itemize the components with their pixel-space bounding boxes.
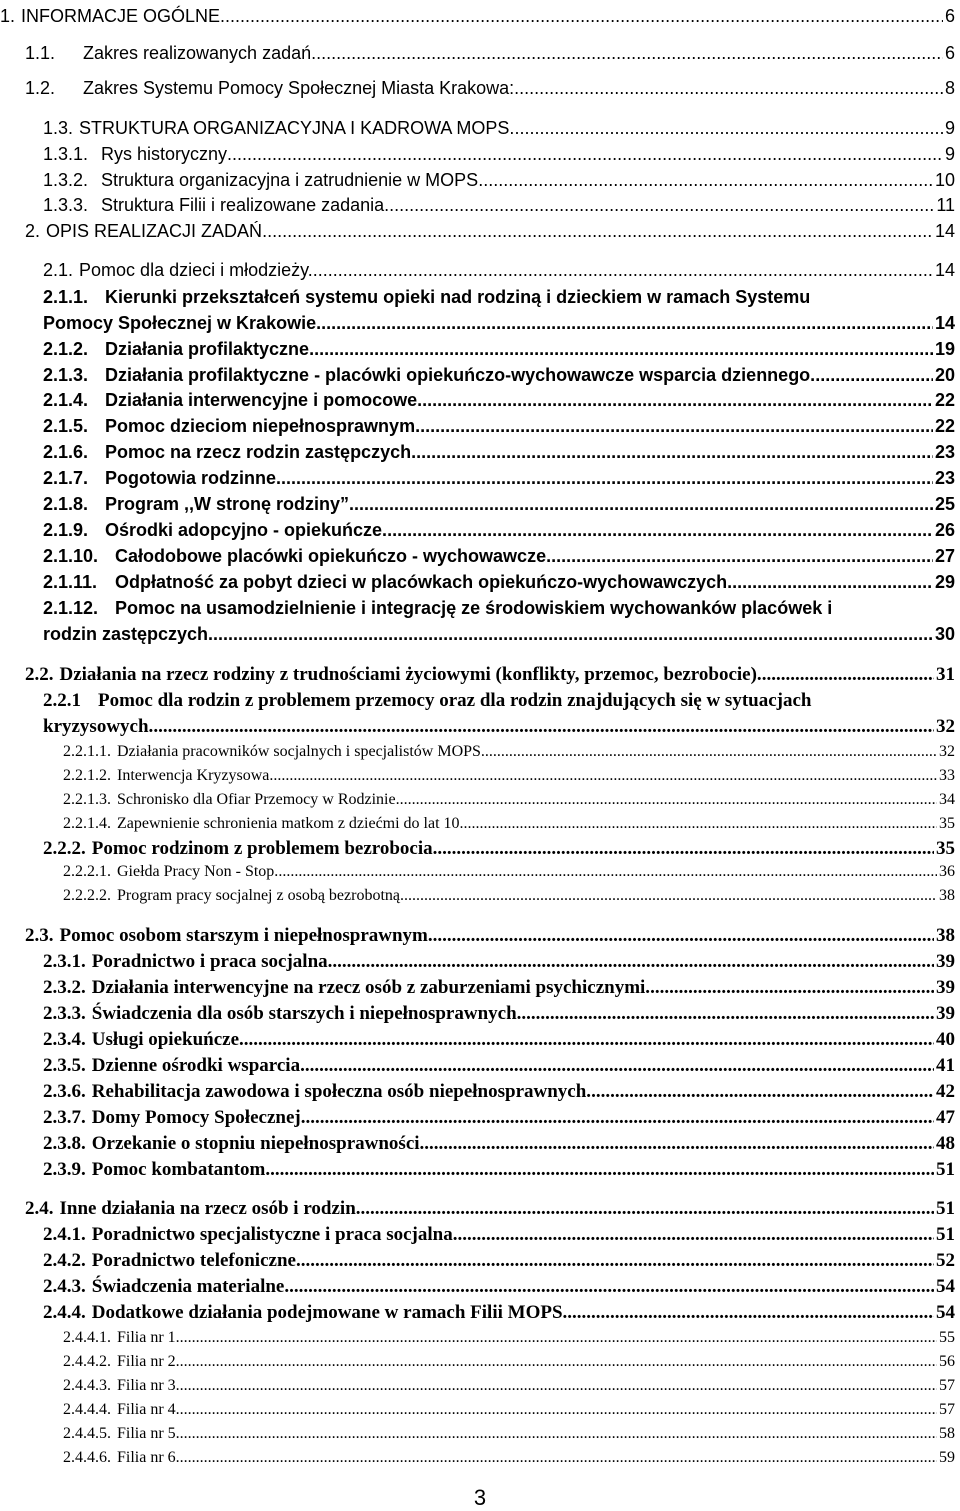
toc-entry[interactable]	[43, 1224, 955, 1246]
toc-entry-number: 2.3.1.	[43, 951, 86, 972]
toc-entry-page: 54	[936, 1276, 955, 1297]
toc-entry-number: 1.3.	[43, 118, 74, 138]
toc-entry-title: Struktura Filii i realizowane zadania.	[101, 195, 390, 215]
toc-entry-number: 2.4.4.6.	[63, 1449, 111, 1466]
toc-entry-number: 1.3.3.	[43, 195, 89, 215]
toc-entry[interactable]	[43, 571, 955, 593]
toc-entry-title: Filia nr 1	[117, 1329, 176, 1346]
dot-leader	[433, 925, 934, 947]
toc-entry-page: 59	[939, 1449, 955, 1466]
toc-entry-title: Kierunki przekształceń systemu opieki nad rodziną i dzieckiem w ramach Systemu	[105, 287, 811, 307]
toc-entry-number: 2.3.3.	[43, 1003, 86, 1024]
toc-entry-number: 2.2.2.1.	[63, 863, 111, 880]
toc-entry-page: 51	[936, 1198, 955, 1219]
toc-entry-title: Struktura organizacyjna i zatrudnienie w MOPS	[101, 170, 479, 190]
dot-leader	[404, 886, 937, 906]
toc-entry-title: Pomoc dla dzieci i młodzieży.	[79, 260, 313, 280]
toc-entry[interactable]	[25, 664, 955, 686]
toc-entry-page: 25	[934, 494, 955, 514]
toc-entry[interactable]	[43, 1107, 955, 1129]
toc-entry-title: Działania interwencyjne i pomocowe.	[105, 390, 423, 410]
toc-entry-page: 32	[936, 716, 955, 737]
dot-leader	[313, 259, 933, 281]
toc-entry-title: Ośrodki adopcyjno - opiekuńcze.	[105, 520, 388, 540]
page-number: 3	[473, 1485, 487, 1510]
toc-entry[interactable]	[43, 1133, 955, 1155]
toc-entry[interactable]	[43, 312, 955, 334]
toc-entry-number: 2.1.7.	[43, 468, 89, 488]
toc-entry-title: Orzekanie o stopniu niepełnosprawności.	[91, 1133, 425, 1154]
toc-entry-number: 2.2.2.	[43, 838, 86, 859]
dot-leader	[244, 1029, 934, 1051]
toc-entry[interactable]	[43, 1081, 955, 1103]
toc-entry-number: 2.1.3.	[43, 365, 89, 385]
toc-entry-title: Pomoc dla rodzin z problemem przemocy oraz dla rodzin znajdujących się w sytuacjach	[98, 690, 812, 711]
dot-leader	[176, 1328, 937, 1348]
toc-entry[interactable]	[63, 1376, 955, 1396]
toc-entry-page: 38	[936, 925, 955, 946]
toc-entry-page: 23	[934, 442, 955, 462]
toc-entry-page: 14	[934, 313, 955, 333]
toc-entry[interactable]	[63, 1400, 955, 1420]
dot-leader	[514, 77, 943, 99]
toc-entry-page: 40	[936, 1029, 955, 1050]
dot-leader	[321, 312, 933, 334]
dot-leader	[305, 1107, 934, 1129]
toc-entry-page: 39	[936, 1003, 955, 1024]
toc-entry-page: 33	[939, 767, 955, 784]
toc-entry[interactable]	[43, 143, 955, 165]
toc-entry-number: 2.4.3.	[43, 1276, 86, 1297]
toc-entry-number: 2.2.1.1.	[63, 743, 111, 760]
dot-leader	[416, 441, 933, 463]
toc-entry-title: Filia nr 4	[117, 1401, 176, 1418]
dot-leader	[514, 117, 943, 139]
toc-entry-title: Odpłatność za pobyt dzieci w placówkach opiekuńczo-wychowawczych.	[115, 572, 733, 592]
dot-leader	[591, 1081, 934, 1103]
toc-entry[interactable]	[43, 338, 955, 360]
toc-entry-page: 38	[939, 887, 955, 904]
toc-entry[interactable]	[63, 1328, 955, 1348]
toc-entry-title: Program pracy socjalnej z osobą bezrobotną.	[117, 887, 405, 904]
toc-entry[interactable]	[43, 690, 955, 712]
toc-entry-title: Całodobowe placówki opiekuńczo - wychowawcze.	[115, 546, 552, 566]
dot-leader	[420, 415, 933, 437]
dot-leader	[453, 1224, 934, 1246]
toc-entry[interactable]	[63, 1448, 955, 1468]
toc-entry-page: 54	[936, 1302, 955, 1323]
toc-entry[interactable]	[43, 117, 955, 139]
dot-leader	[227, 143, 943, 165]
toc-entry[interactable]	[43, 364, 955, 386]
toc-entry[interactable]	[25, 220, 955, 242]
toc-entry[interactable]	[63, 766, 955, 786]
toc-entry-title: INFORMACJE OGÓLNE	[21, 6, 221, 26]
toc-entry[interactable]	[63, 886, 955, 906]
toc-entry-title: Pomoc na rzecz rodzin zastępczych.	[105, 442, 417, 462]
toc-entry-page: 57	[939, 1377, 955, 1394]
toc-entry-number: 2.4.2.	[43, 1250, 86, 1271]
toc-entry-page: 14	[934, 260, 955, 280]
toc-entry-page: 55	[939, 1329, 955, 1346]
toc-entry-number: 2.4.4.5.	[63, 1425, 111, 1442]
toc-entry-title: Pogotowia rodzinne.	[105, 468, 281, 488]
toc-entry-page: 48	[936, 1133, 955, 1154]
toc-entry[interactable]	[43, 545, 955, 567]
toc-entry-number: 2.	[25, 221, 41, 241]
toc-entry-title: Świadczenia materialne.	[91, 1276, 290, 1297]
toc-entry-page: 8	[944, 78, 955, 98]
toc-entry-number: 2.4.4.1.	[63, 1329, 111, 1346]
toc-entry-number: 2.4.4.3.	[63, 1377, 111, 1394]
toc-entry-title: Rys historyczny	[101, 144, 228, 164]
toc-entry-title: Interwencja Kryzysowa.	[117, 767, 274, 784]
dot-leader	[220, 5, 943, 27]
dot-leader	[400, 790, 937, 810]
toc-entry[interactable]	[43, 467, 955, 489]
toc-entry-number: 2.4.4.2.	[63, 1353, 111, 1370]
toc-entry-page: 51	[936, 1159, 955, 1180]
toc-entry[interactable]	[25, 42, 955, 64]
toc-entry-page: 42	[936, 1081, 955, 1102]
toc-entry-title: Inne działania na rzecz osób i rodzin	[59, 1198, 356, 1219]
toc-entry-title: Dzienne ośrodki wsparcia.	[91, 1055, 305, 1076]
toc-entry-page: 39	[936, 951, 955, 972]
toc-entry-number: 2.1.1.	[43, 287, 89, 307]
dot-leader	[305, 1055, 934, 1077]
toc-entry-page: 22	[934, 416, 955, 436]
toc-entry[interactable]	[43, 716, 955, 738]
toc-entry-page: 57	[939, 1401, 955, 1418]
dot-leader	[356, 1198, 934, 1220]
toc-entry[interactable]	[63, 1424, 955, 1444]
toc-entry-page: 36	[939, 863, 955, 880]
toc-entry[interactable]	[43, 1159, 955, 1181]
toc-entry-title: Filia nr 2	[117, 1353, 176, 1370]
dot-leader	[332, 951, 934, 973]
toc-entry-title: Poradnictwo telefoniczne.	[91, 1250, 301, 1271]
toc-entry-page: 58	[939, 1425, 955, 1442]
toc-entry-title: Pomoc kombatantom.	[91, 1159, 271, 1180]
toc-entry-page: 14	[934, 221, 955, 241]
toc-entry-number: 2.2.2.2.	[63, 887, 111, 904]
toc-entry-title: Domy Pomocy Społecznej.	[91, 1107, 306, 1128]
toc-entry-title: Giełda Pracy Non - Stop.	[117, 863, 279, 880]
toc-entry-number: 2.3.6.	[43, 1081, 86, 1102]
toc-entry-number: 2.3.2.	[43, 977, 86, 998]
toc-entry[interactable]	[43, 286, 955, 308]
dot-leader	[762, 664, 934, 686]
toc-entry-number: 2.4.4.4.	[63, 1401, 111, 1418]
toc-entry-page: 22	[934, 390, 955, 410]
toc-entry-number: 2.1.6.	[43, 442, 89, 462]
dot-leader	[314, 338, 933, 360]
toc-entry-title: Działania na rzecz rodziny z trudnościami życiowymi (konflikty, przemoc, bezrobocie).	[59, 664, 762, 685]
toc-entry[interactable]	[43, 519, 955, 541]
toc-entry-number: 2.3.9.	[43, 1159, 86, 1180]
toc-entry[interactable]	[43, 597, 955, 619]
toc-entry-page: 20	[934, 365, 955, 385]
toc-entry-number: 2.1.11.	[43, 572, 98, 592]
toc-entry-title: Zakres realizowanych zadań.	[83, 43, 317, 63]
toc-entry-title: Zakres Systemu Pomocy Społecznej Miasta Krakowa:	[83, 78, 515, 98]
toc-entry-title: Usługi opiekuńcze.	[91, 1029, 244, 1050]
toc-entry-number: 2.1.2.	[43, 339, 89, 359]
toc-entry-number: 2.2.1.3.	[63, 791, 111, 808]
toc-entry[interactable]	[0, 5, 955, 27]
dot-leader	[389, 194, 934, 216]
toc-entry[interactable]	[43, 169, 955, 191]
toc-entry-title: Poradnictwo specjalistyczne i praca socjalna	[91, 1224, 453, 1245]
toc-entry-title: Filia nr 5	[117, 1425, 176, 1442]
toc-entry-number: 2.1.8.	[43, 494, 89, 514]
dot-leader	[551, 545, 933, 567]
toc-entry-title: Działania profilaktyczne.	[105, 339, 315, 359]
dot-leader	[273, 766, 937, 786]
toc-entry-page: 9	[944, 144, 955, 164]
toc-entry-number: 1.2.	[25, 78, 56, 98]
toc-entry-page: 29	[934, 572, 955, 592]
toc-entry-page: 6	[944, 6, 955, 26]
dot-leader	[422, 389, 933, 411]
dot-leader	[424, 1133, 934, 1155]
dot-leader	[354, 493, 933, 515]
toc-entry-page: 35	[939, 815, 955, 832]
dot-leader	[176, 1352, 937, 1372]
toc-entry-title: Pomoc rodzinom z problemem bezrobocia.	[91, 838, 438, 859]
toc-entry-page: 52	[936, 1250, 955, 1271]
dot-leader	[301, 1250, 934, 1272]
toc-entry-title: Świadczenia dla osób starszych i niepełnosprawnych.	[91, 1003, 522, 1024]
toc-entry-number: 2.3.4.	[43, 1029, 86, 1050]
dot-leader	[316, 42, 943, 64]
toc-entry-page: 35	[936, 838, 955, 859]
toc-entry-title: Działania profilaktyczne - placówki opiekuńczo-wychowawcze wsparcia dziennego.	[105, 365, 816, 385]
toc-entry-title: Filia nr 6	[117, 1449, 176, 1466]
toc-entry[interactable]	[63, 742, 955, 762]
dot-leader	[176, 1424, 937, 1444]
toc-entry-number: 1.3.2.	[43, 170, 89, 190]
dot-leader	[278, 862, 937, 882]
toc-entry-number: 2.2.1.2.	[63, 767, 111, 784]
toc-entry-page: 30	[934, 624, 955, 644]
toc-entry[interactable]	[43, 1029, 955, 1051]
toc-entry-title: kryzysowych.	[43, 716, 154, 737]
toc-entry-number: 2.4.4.	[43, 1302, 86, 1323]
toc-entry-page: 26	[934, 520, 955, 540]
toc-entry-number: 2.3.7.	[43, 1107, 86, 1128]
dot-leader	[485, 742, 937, 762]
toc-entry[interactable]	[63, 1352, 955, 1372]
toc-entry[interactable]	[43, 1302, 955, 1324]
dot-leader	[464, 814, 937, 834]
toc-entry-number: 2.2.1	[43, 690, 81, 711]
toc-entry[interactable]	[43, 194, 955, 216]
toc-entry-page: 47	[936, 1107, 955, 1128]
toc-entry[interactable]	[43, 623, 955, 645]
toc-entry-number: 2.4.	[25, 1198, 54, 1219]
toc-entry-title: OPIS REALIZACJI ZADAŃ	[46, 221, 263, 241]
toc-entry-number: 1.	[0, 6, 16, 26]
toc-entry[interactable]	[25, 925, 955, 947]
toc-entry-title: Działania interwencyjne na rzecz osób z zaburzeniami psychicznymi.	[91, 977, 651, 998]
toc-entry-title: Dodatkowe działania podejmowane w ramach Filii MOPS.	[91, 1302, 568, 1323]
toc-entry[interactable]	[43, 493, 955, 515]
toc-entry-page: 56	[939, 1353, 955, 1370]
toc-entry-page: 32	[939, 743, 955, 760]
toc-entry[interactable]	[43, 1055, 955, 1077]
dot-leader	[815, 364, 933, 386]
toc-entry[interactable]	[63, 814, 955, 834]
toc-entry-title: STRUKTURA ORGANIZACYJNA I KADROWA MOPS.	[79, 118, 515, 138]
toc-entry-page: 6	[944, 43, 955, 63]
dot-leader	[153, 716, 934, 738]
toc-entry[interactable]	[43, 1250, 955, 1272]
toc-entry-title: Zapewnienie schronienia matkom z dziećmi do lat 10.	[117, 815, 464, 832]
dot-leader	[213, 623, 933, 645]
toc-entry-number: 2.3.8.	[43, 1133, 86, 1154]
toc-entry-title: Działania pracowników socjalnych i specjalistów MOPS.	[117, 743, 485, 760]
toc-entry-number: 2.1.5.	[43, 416, 89, 436]
toc-entry-page: 23	[934, 468, 955, 488]
toc-entry-number: 2.1.10.	[43, 546, 99, 566]
dot-leader	[176, 1448, 937, 1468]
dot-leader	[437, 838, 934, 860]
toc-entry[interactable]	[43, 441, 955, 463]
toc-entry-number: 2.4.1.	[43, 1224, 86, 1245]
toc-entry[interactable]	[43, 951, 955, 973]
toc-entry-page: 31	[936, 664, 955, 685]
toc-entry-title: Pomoc dzieciom niepełnosprawnym.	[105, 416, 421, 436]
dot-leader	[387, 519, 933, 541]
toc-entry-number: 2.2.	[25, 664, 54, 685]
toc-entry-page: 39	[936, 977, 955, 998]
toc-entry-number: 2.1.9.	[43, 520, 89, 540]
toc-entry-title: Filia nr 3	[117, 1377, 176, 1394]
dot-leader	[650, 977, 934, 999]
toc-entry-page: 10	[934, 170, 955, 190]
toc-entry[interactable]	[43, 1003, 955, 1025]
toc-entry[interactable]	[43, 977, 955, 999]
dot-leader	[521, 1003, 934, 1025]
toc-entry-number: 2.3.	[25, 925, 54, 946]
toc-entry[interactable]	[43, 389, 955, 411]
toc-entry-page: 19	[934, 339, 955, 359]
toc-entry-title: Pomoc osobom starszym i niepełnosprawnym.	[59, 925, 433, 946]
toc-entry-number: 1.1.	[25, 43, 56, 63]
dot-leader	[478, 169, 933, 191]
toc-entry-number: 2.1.4.	[43, 390, 89, 410]
toc-entry-title: Rehabilitacja zawodowa i społeczna osób niepełnosprawnych.	[91, 1081, 592, 1102]
toc-entry-page: 11	[936, 195, 955, 215]
toc-entry[interactable]	[43, 1276, 955, 1298]
toc-entry[interactable]	[43, 415, 955, 437]
toc-entry-number: 1.3.1.	[43, 144, 89, 164]
toc-entry-number: 2.3.5.	[43, 1055, 86, 1076]
toc-entry-page: 34	[939, 791, 955, 808]
dot-leader	[281, 467, 933, 489]
toc-entry[interactable]	[25, 1198, 955, 1220]
toc-entry-number: 2.1.12.	[43, 598, 99, 618]
toc-entry-title: Pomocy Społecznej w Krakowie.	[43, 313, 322, 333]
toc-entry-title: Pomoc na usamodzielnienie i integrację ze środowiskiem wychowanków placówek i	[115, 598, 833, 618]
toc-entry[interactable]	[63, 862, 955, 882]
toc-entry-title: Poradnictwo i praca socjalna.	[91, 951, 333, 972]
toc-entry-page: 27	[934, 546, 955, 566]
dot-leader	[176, 1400, 937, 1420]
toc-entry[interactable]	[43, 259, 955, 281]
dot-leader	[270, 1159, 934, 1181]
toc-entry-number: 2.2.1.4.	[63, 815, 111, 832]
toc-entry-number: 2.1.	[43, 260, 74, 280]
dot-leader	[176, 1376, 937, 1396]
toc-entry-page: 41	[936, 1055, 955, 1076]
dot-leader	[289, 1276, 934, 1298]
dot-leader	[567, 1302, 934, 1324]
dot-leader	[262, 220, 933, 242]
toc-entry[interactable]	[63, 790, 955, 810]
toc-entry-title: rodzin zastępczych.	[43, 624, 214, 644]
toc-entry-page: 51	[936, 1224, 955, 1245]
toc-entry-page: 9	[944, 118, 955, 138]
dot-leader	[732, 571, 933, 593]
toc-entry[interactable]	[25, 77, 955, 99]
toc-entry-title: Schronisko dla Ofiar Przemocy w Rodzinie.	[117, 791, 400, 808]
toc-entry[interactable]	[43, 838, 955, 860]
toc-entry-title: Program ,,W stronę rodziny”.	[105, 494, 355, 514]
